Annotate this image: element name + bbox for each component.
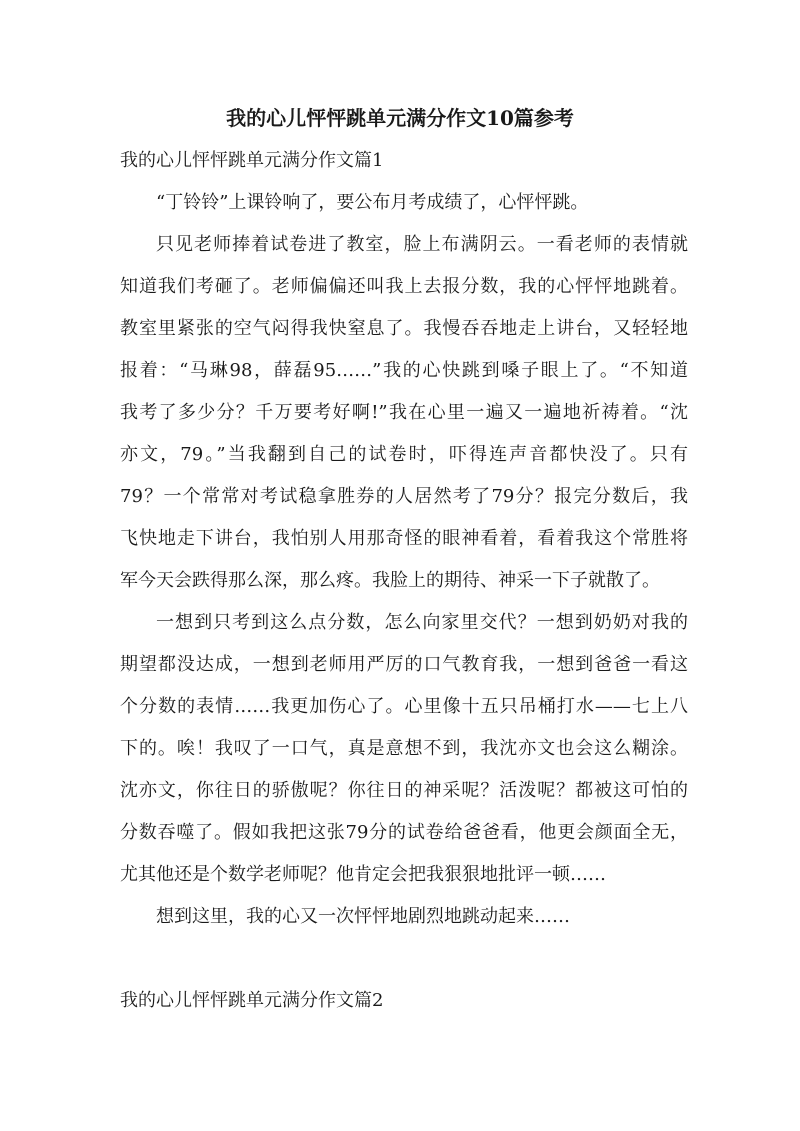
section-2-heading: 我的心儿怦怦跳单元满分作文篇2: [120, 990, 384, 1011]
paragraph-line: 分数吞噬了。假如我把这张79分的试卷给爸爸看，他更会颜面全无，: [120, 822, 688, 843]
paragraph-line: 尤其他还是个数学老师呢？他肯定会把我狠狠地批评一顿……: [120, 864, 606, 885]
paragraph-line: 期望都没达成，一想到老师用严厉的口气教育我，一想到爸爸一看这: [120, 654, 688, 675]
paragraph-line: 一想到只考到这么点分数，怎么向家里交代？一想到奶奶对我的: [156, 612, 688, 633]
paragraph-line: 我考了多少分？千万要考好啊!”我在心里一遍又一遍地祈祷着。“沈: [120, 402, 688, 423]
paragraph-line: “丁铃铃”上课铃响了，要公布月考成绩了，心怦怦跳。: [156, 192, 589, 213]
paragraph-line: 报着：“马琳98，薛磊95……”我的心快跳到嗓子眼上了。“不知道: [120, 360, 688, 381]
paragraph-line: 教室里紧张的空气闷得我快窒息了。我慢吞吞地走上讲台，又轻轻地: [120, 318, 688, 339]
paragraph-line: 只见老师捧着试卷进了教室，脸上布满阴云。一看老师的表情就: [156, 234, 688, 255]
paragraph-line: 亦文，79。”当我翻到自己的试卷时，吓得连声音都快没了。只有: [120, 444, 688, 465]
paragraph-line: 知道我们考砸了。老师偏偏还叫我上去报分数，我的心怦怦地跳着。: [120, 276, 688, 297]
section-1-heading: 我的心儿怦怦跳单元满分作文篇1: [120, 150, 384, 171]
paragraph-line: 飞快地走下讲台，我怕别人用那奇怪的眼神看着，看着我这个常胜将: [120, 528, 688, 549]
paragraph-line: 沈亦文，你往日的骄傲呢？你往日的神采呢？活泼呢？都被这可怕的: [120, 780, 688, 801]
document-title: 我的心儿怦怦跳单元满分作文10篇参考: [226, 106, 574, 130]
paragraph-line: 79？一个常常对考试稳拿胜券的人居然考了79分？报完分数后，我: [120, 486, 688, 507]
paragraph-line: 军今天会跌得那么深，那么疼。我脸上的期待、神采一下子就散了。: [120, 570, 660, 591]
paragraph-line: 个分数的表情……我更加伤心了。心里像十五只吊桶打水——七上八: [120, 696, 688, 717]
paragraph-line: 下的。唉！我叹了一口气，真是意想不到，我沈亦文也会这么糊涂。: [120, 738, 688, 759]
paragraph-line: 想到这里，我的心又一次怦怦地剧烈地跳动起来……: [156, 906, 570, 927]
